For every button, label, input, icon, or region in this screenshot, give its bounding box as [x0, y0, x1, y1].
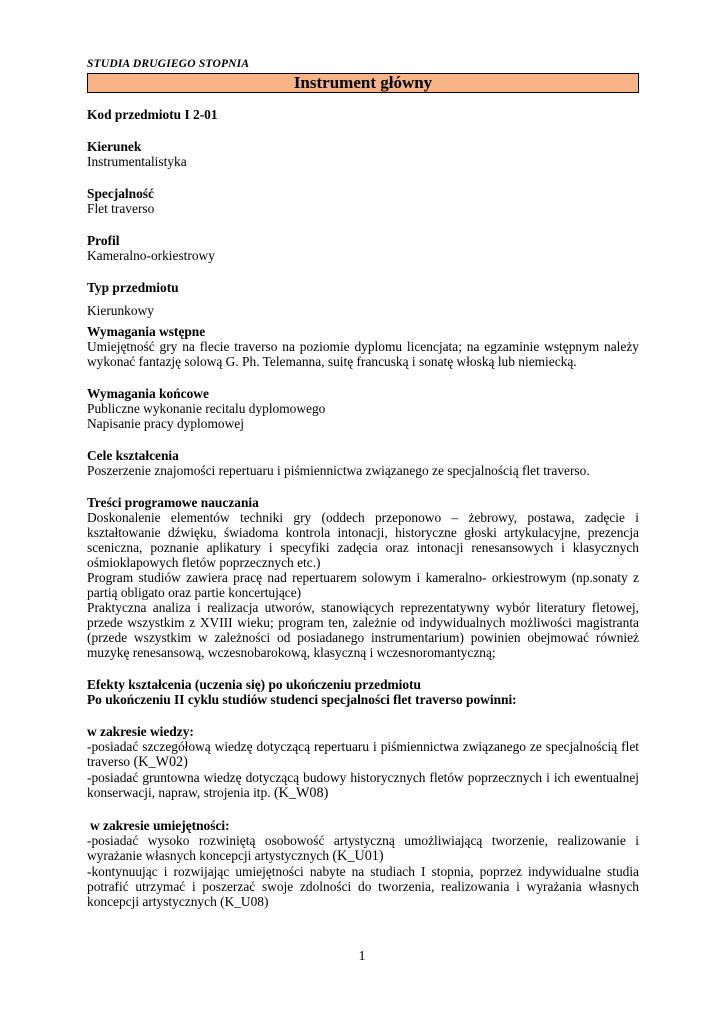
page-number: 1 — [358, 949, 366, 964]
skills-label: w zakresie umiejętności: — [90, 818, 230, 833]
program-content-paragraph: Praktyczna analiza i realizacja utworów, stanowiących reprezentatywny wybór literatury fletowej, przede wszystkim z XVIII wieku; program ten, zależnie od indywidualnych możliwości magistranta (przede wszystkim w zależności od posiadanego instrumentarium) powinien obejmować również muzykę renesansową, wczesnobarokową, klasyczną i wczesnoromantyczną; — [87, 600, 639, 660]
course-type-label: Typ przedmiotu — [87, 280, 179, 295]
learning-outcomes-subheading: Po ukończeniu II cyklu studiów studenci specjalności flet traverso powinni: — [87, 692, 517, 707]
program-content-paragraph: Doskonalenie elementów techniki gry (oddech przeponowo – żebrowy, postawa, zadęcie i kształtowanie dźwięku, świadoma kontrola intonacji, historyczne głoski artykulacyjne, prezencja sceniczna, poznanie aplikatury i specyfiki zadęcia oraz intonacji renesansowych i klasycznych ośmioklapowych fletów poprzecznych etc.) — [87, 510, 639, 570]
knowledge-outcome: -posiadać gruntowna wiedzę dotyczącą budowy historycznych fletów poprzecznych i ich ewentualnej konserwacji, napraw, strojenia itp. (K_W08) — [87, 770, 639, 801]
profile-value: Kameralno-orkiestrowy — [87, 248, 215, 263]
knowledge-outcome: -posiadać szczegółową wiedzę dotyczącą repertuaru i piśmiennictwa związanego ze specjalnością flet traverso (K_W02) — [87, 739, 639, 770]
outcome-code: (K_W08) — [273, 785, 329, 801]
outcome-code: (K_U01) — [332, 848, 384, 864]
skills-outcome: -posiadać wysoko rozwiniętą osobowość artystyczną umożliwiającą tworzenie, realizowanie i wyrażanie własnych koncepcji artystycznych (K_U01) — [87, 833, 639, 864]
specialty-value: Flet traverso — [87, 201, 155, 216]
knowledge-label: w zakresie wiedzy: — [87, 724, 194, 739]
field-value: Instrumentalistyka — [87, 154, 187, 169]
study-level-label: STUDIA DRUGIEGO STOPNIA — [87, 58, 250, 70]
program-content-paragraph: Program studiów zawiera pracę nad repertuarem solowym i kameralno- orkiestrowym (np.sonaty z partią obligato oraz partie koncertujące) — [87, 570, 639, 600]
prerequisites-label: Wymagania wstępne — [87, 324, 206, 339]
course-code: Kod przedmiotu I 2-01 — [87, 107, 218, 122]
program-content-label: Treści programowe nauczania — [87, 495, 259, 510]
learning-outcomes-heading: Efekty kształcenia (uczenia się) po ukończeniu przedmiotu — [87, 677, 422, 692]
final-requirement-item: Publiczne wykonanie recitalu dyplomowego — [87, 401, 326, 416]
final-requirements-label: Wymagania końcowe — [87, 386, 209, 401]
skills-outcome: -kontynuując i rozwijając umiejętności nabyte na studiach I stopnia, poprzez indywidualne studia potrafić utrzymać i poszerzać swoje zdolności do tworzenia, realizowania i wyrażania własnych koncepcji artystycznych (K_U08) — [87, 864, 639, 909]
field-label: Kierunek — [87, 139, 142, 154]
document-page — [87, 58, 639, 909]
profile-label: Profil — [87, 233, 120, 248]
prerequisites-text: Umiejętność gry na flecie traverso na poziomie dyplomu licencjata; na egzaminie wstępnym należy wykonać fantazję solową G. Ph. Telemanna, suitę francuską i sonatę włoską lub niemiecką. — [87, 339, 639, 369]
page-title: Instrument główny — [87, 73, 639, 93]
specialty-label: Specjalność — [87, 186, 154, 201]
goals-text: Poszerzenie znajomości repertuaru i piśmiennictwa związanego ze specjalnością flet traverso. — [87, 463, 590, 478]
outcome-code: (K_W02) — [133, 754, 188, 770]
goals-label: Cele kształcenia — [87, 448, 179, 463]
course-type-value: Kierunkowy — [87, 303, 154, 318]
final-requirement-item: Napisanie pracy dyplomowej — [87, 416, 244, 431]
